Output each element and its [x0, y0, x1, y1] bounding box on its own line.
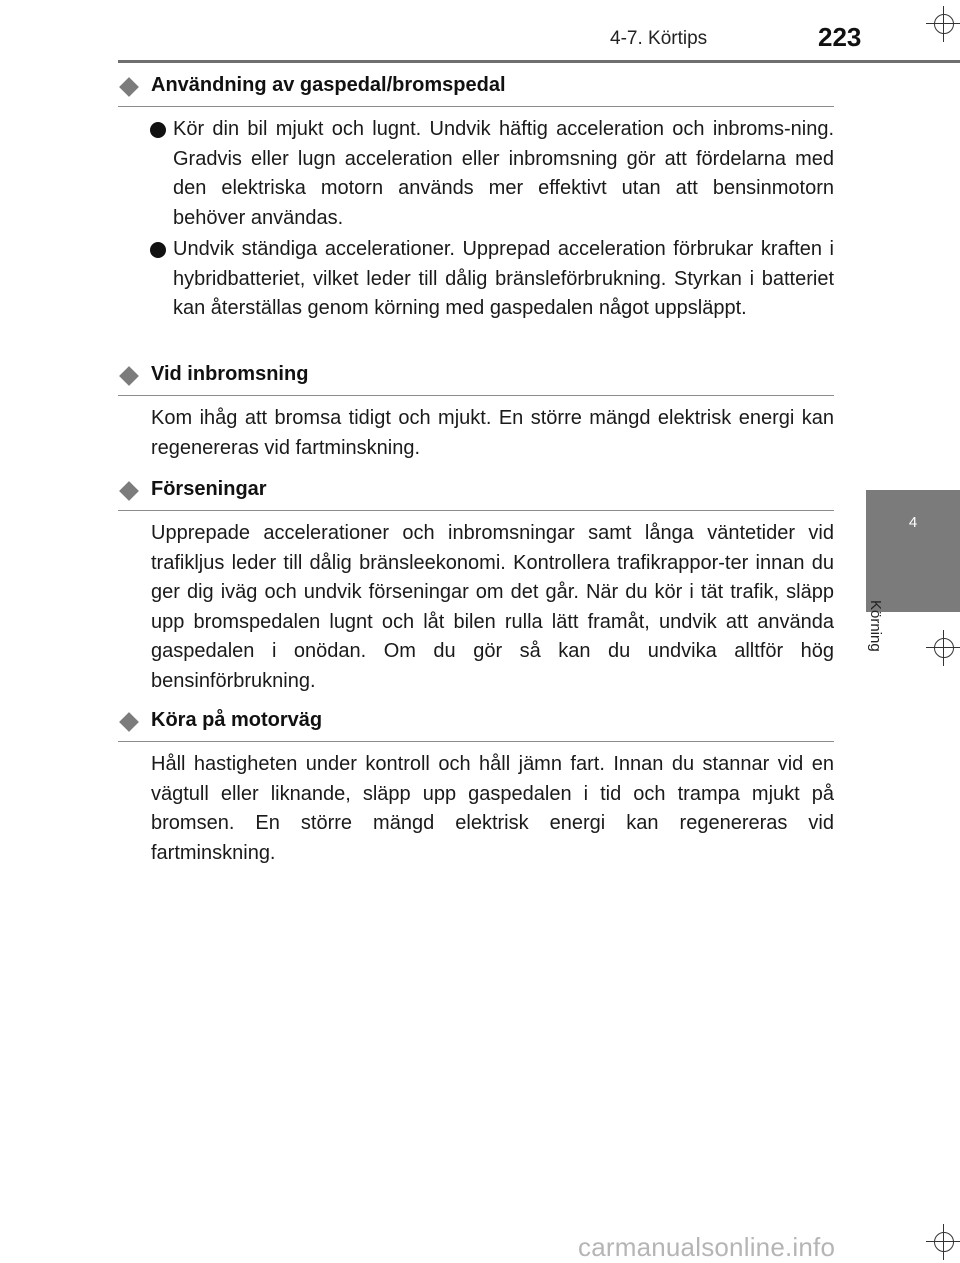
page-number: 223 — [818, 22, 862, 52]
section-rule — [118, 106, 834, 107]
section-delays — [118, 478, 834, 696]
section-rule — [118, 741, 834, 742]
section-braking — [118, 363, 834, 463]
diamond-bullet-icon — [119, 712, 139, 732]
list-item — [118, 115, 834, 233]
section-pedal-usage — [118, 74, 834, 324]
header-section-title: 4-7. Körtips — [610, 28, 708, 49]
registration-mark-icon — [926, 6, 960, 42]
section-highway — [118, 709, 834, 868]
list-item-text: Kör din bil mjukt och lugnt. Undvik häftig acceleration och inbroms-ning. Gradvis eller lugn acceleration eller inbromsning gör att fördelarna med den elektriska motorn används mer effektivt utan att bensinmotorn behöver användas. — [173, 118, 834, 229]
section-body-text: Håll hastigheten under kontroll och håll jämn fart. Innan du stannar vid en vägtull eller liknande, släpp upp gaspedalen i tid och trampa mjukt på bromsen. En större mängd elektrisk energi kan regenereras vid fartminskning. — [151, 753, 834, 864]
chapter-tab — [866, 490, 960, 612]
section-title: Vid inbromsning — [151, 363, 309, 385]
section-body-text: Kom ihåg att bromsa tidigt och mjukt. En större mängd elektrisk energi kan regenereras vid fartminskning. — [151, 407, 834, 459]
chapter-label — [868, 600, 908, 650]
bullet-dot-icon — [150, 242, 166, 258]
section-title: Förseningar — [151, 478, 267, 500]
chapter-label-text: Körning — [867, 600, 884, 652]
diamond-bullet-icon — [119, 481, 139, 501]
section-title: Köra på motorväg — [151, 709, 323, 731]
watermark: carmanualsonline.info — [578, 1232, 836, 1262]
list-item-text: Undvik ständiga accelerationer. Upprepad acceleration förbrukar kraften i hybridbatteriet, vilket leder till dålig bränsleförbrukning. Styrkan i batteriet kan återställas genom körning med gaspedalen något uppsläppt. — [173, 238, 834, 319]
section-title: Användning av gaspedal/bromspedal — [151, 74, 506, 96]
bullet-dot-icon — [150, 122, 166, 138]
list-item — [118, 235, 834, 324]
chapter-number: 4 — [908, 514, 918, 531]
registration-mark-icon — [926, 1224, 960, 1260]
section-rule — [118, 395, 834, 396]
header-rule — [118, 60, 960, 63]
section-rule — [118, 510, 834, 511]
registration-mark-icon — [926, 630, 960, 666]
diamond-bullet-icon — [119, 366, 139, 386]
section-body-text: Upprepade accelerationer och inbromsningar samt långa väntetider vid trafikljus leder till dålig bränsleekonomi. Kontrollera trafikrappor-ter innan du ger dig iväg och undvik förseningar om det går. När du kör i tät trafik, släpp upp bromspedalen lugnt och låt bilen rulla lätt framåt, undvik att använda gaspedalen i onödan. Om du gör så kan du undvika alltför hög bensinförbrukning. — [151, 522, 834, 692]
diamond-bullet-icon — [119, 77, 139, 97]
